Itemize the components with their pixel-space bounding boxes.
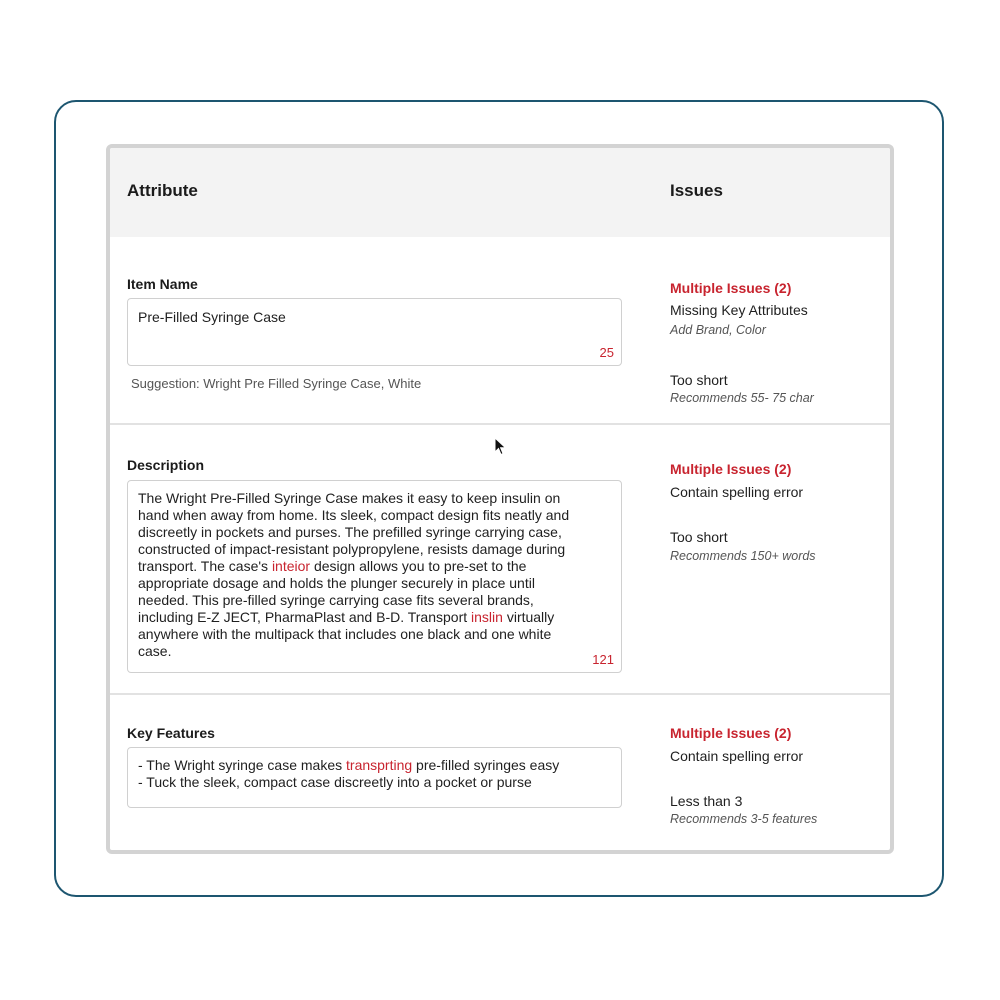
issue-title: Less than 3 <box>670 793 743 809</box>
item-name-char-count: 25 <box>599 345 614 360</box>
description-label: Description <box>127 457 205 473</box>
feature-text: - The Wright syringe case makes <box>138 757 347 773</box>
item-name-label: Item Name <box>127 276 198 292</box>
description-text: design allows you to pre-set to the appropriate dosage and holds the plunger securely in place until needed. This pre-filled syringe carrying case fits several brands, including E-Z JECT, PharmaPlast and B-D. Transport <box>138 558 535 625</box>
description-section <box>110 425 890 693</box>
key-features-input[interactable] <box>127 747 622 808</box>
issue-detail: Recommends 150+ words <box>670 549 816 563</box>
item-name-value: Pre-Filled Syringe Case <box>138 309 286 325</box>
item-name-issues <box>670 237 890 423</box>
description-value <box>138 490 613 660</box>
issue-title: Too short <box>670 529 728 545</box>
item-name-suggestion: Suggestion: Wright Pre Filled Syringe Case, White <box>131 376 422 391</box>
issues-column-header: Issues <box>670 181 723 200</box>
description-issues <box>670 425 890 693</box>
spelling-error: inteior <box>271 558 311 574</box>
description-input[interactable] <box>127 480 622 673</box>
key-features-issues <box>670 695 890 854</box>
issue-title: Contain spelling error <box>670 484 804 500</box>
key-features-label: Key Features <box>127 725 215 741</box>
issues-heading: Multiple Issues (2) <box>670 461 792 477</box>
issue-detail: Recommends 55- 75 char <box>670 391 814 405</box>
issue-detail: Recommends 3-5 features <box>670 812 818 826</box>
table-header <box>110 148 890 237</box>
attribute-issues-panel <box>106 144 894 854</box>
mouse-pointer-icon <box>494 437 508 457</box>
description-word-count: 121 <box>592 652 614 667</box>
issue-detail: Add Brand, Color <box>670 323 766 337</box>
key-features-value <box>138 757 613 791</box>
issue-title: Contain spelling error <box>670 748 804 764</box>
issue-title: Too short <box>670 372 728 388</box>
key-features-section <box>110 695 890 854</box>
description-text: virtually anywhere with the multipack that includes one black and one white case. <box>138 609 555 659</box>
spelling-error: inslin <box>471 609 503 625</box>
spelling-error: transprting <box>346 757 413 773</box>
feature-text: pre-filled syringes easy - Tuck the sleek, compact case discreetly into a pocket or purse <box>138 757 560 790</box>
issue-title: Missing Key Attributes <box>670 302 808 318</box>
issues-heading: Multiple Issues (2) <box>670 725 792 741</box>
issues-heading: Multiple Issues (2) <box>670 280 792 296</box>
attribute-column-header: Attribute <box>127 181 198 200</box>
description-text: The Wright Pre-Filled Syringe Case makes it easy to keep insulin on hand when away from home. Its sleek, compact design fits neatly and discreetly in pockets and purses. The prefilled syringe carrying case, constructed of impact-resistant polypropylene, resists damage during transport. The case's <box>138 490 570 574</box>
item-name-input[interactable] <box>127 298 622 366</box>
item-name-section <box>110 237 890 423</box>
